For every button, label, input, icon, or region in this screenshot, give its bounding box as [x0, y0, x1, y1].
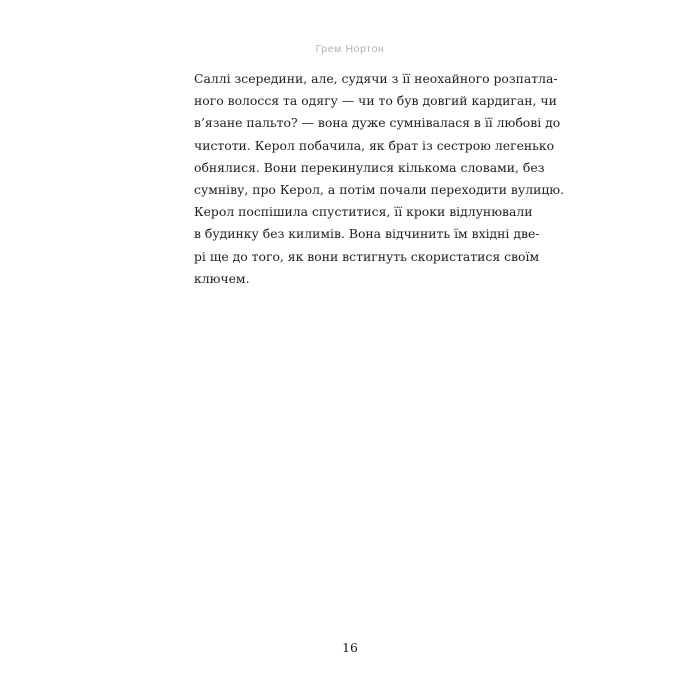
page-number: 16 — [342, 640, 358, 655]
text-line: в’язане пальто? — вона дуже сумнівалася в її любові до — [194, 115, 561, 131]
text-line: чистоти. Керол побачила, як брат із сестрою легенько — [194, 137, 555, 153]
text-line: в будинку без килимів. Вона відчинить їм вхідні две- — [194, 226, 540, 242]
text-line: обнялися. Вони перекинулися кількома словами, без — [194, 159, 545, 175]
body-paragraph — [194, 68, 565, 290]
text-line-last: ключем. — [194, 270, 250, 286]
text-line: ного волосся та одягу — чи то був довгий кардиган, чи — [194, 93, 557, 109]
text-line: рі ще до того, як вони встигнуть скористатися своїм — [194, 248, 540, 264]
text-line: Саллі зсередини, але, судячи з її неохайного розпатла- — [194, 71, 558, 86]
running-header: Грем Нортон — [315, 43, 385, 55]
text-line: Керол поспішила спуститися, її кроки відлунювали — [194, 204, 533, 220]
text-line: сумніву, про Керол, а потім почали переходити вулицю. — [194, 182, 565, 198]
